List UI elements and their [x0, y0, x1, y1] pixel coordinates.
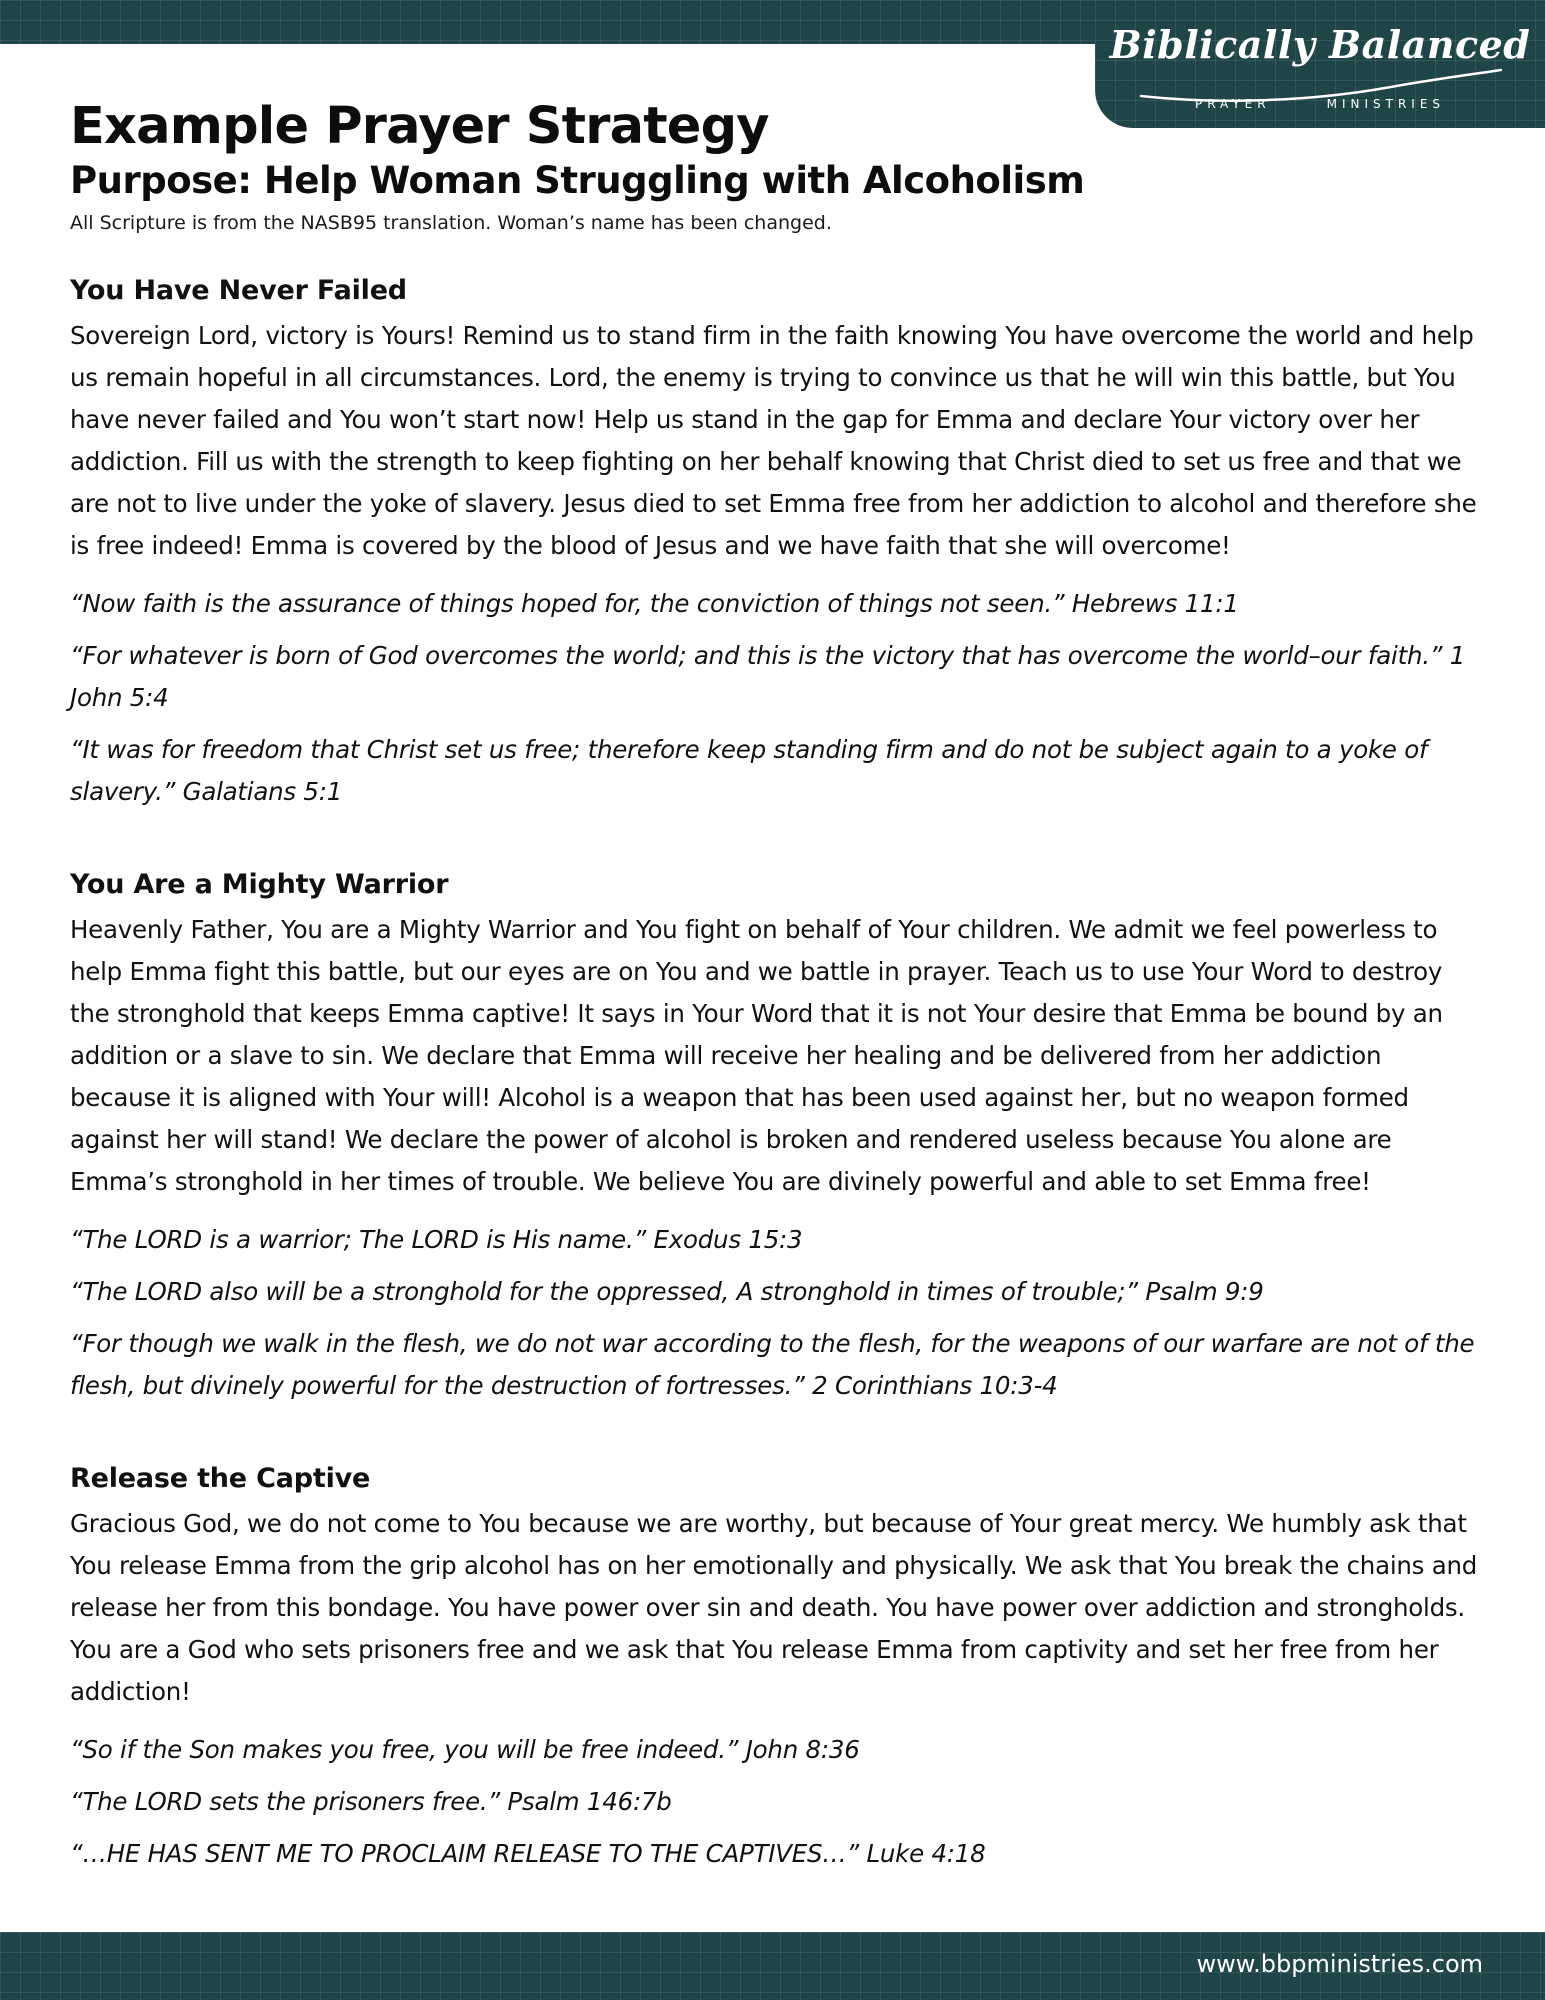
logo-sub-ministries: MINISTRIES [1326, 97, 1446, 111]
footer-band [0, 1932, 1545, 2000]
page-subtitle: Purpose: Help Woman Struggling with Alcoholism [70, 158, 1085, 202]
scripture-list [70, 583, 1480, 813]
scripture-quote: “So if the Son makes you free, you will be free indeed.” John 8:36 [70, 1735, 860, 1764]
scripture-quote: “The LORD is a warrior; The LORD is His name.” Exodus 15:3 [70, 1224, 803, 1254]
scripture-quote: “The LORD also will be a stronghold for the oppressed, A stronghold in times of trouble;” Psalm 9:9 [70, 1276, 1264, 1306]
page-title: Example Prayer Strategy [70, 97, 769, 156]
section-release-captive [70, 1461, 1480, 1875]
scripture-quote: “For though we walk in the flesh, we do not war according to the flesh, for the weapons of our warfare are not of the flesh, but divinely powerful for the destruction of fortresses.” 2 Corinthians 10:3-4 [70, 1328, 1475, 1400]
logo-sub-prayer: PRAYER [1194, 97, 1271, 111]
section-heading: You Are a Mighty Warrior [70, 868, 449, 900]
scripture-list [70, 1729, 1480, 1875]
prayer-text: Sovereign Lord, victory is Yours! Remind us to stand firm in the faith knowing You have overcome the world and help us remain hopeful in all circumstances. Lord, the enemy is trying to convince us that he will win this battle, but You have never failed and You won’t start now! Help us stand in the gap for Emma and declare Your victory over her addiction. Fill us with the strength to keep fighting on her behalf knowing that Christ died to set us free and that we are not to live under the yoke of slavery. Jesus died to set Emma free from her addiction to alcohol and therefore she is free indeed! Emma is covered by the blood of Jesus and we have faith that she will overcome! [70, 320, 1477, 560]
website-link[interactable]: www.bbpministries.com [1196, 1950, 1483, 1978]
section-heading: Release the Captive [70, 1462, 371, 1494]
scripture-quote: “Now faith is the assurance of things hoped for, the conviction of things not seen.” Hebrews 11:1 [70, 588, 1239, 618]
scripture-quote: “The LORD sets the prisoners free.” Psalm 146:7b [70, 1787, 672, 1816]
section-mighty-warrior [70, 867, 1480, 1407]
scripture-quote: “For whatever is born of God overcomes the world; and this is the victory that has overcome the world–our faith.” 1 John 5:4 [70, 640, 1466, 712]
prayer-text: Gracious God, we do not come to You because we are worthy, but because of Your great mercy. We humbly ask that You release Emma from the grip alcohol has on her emotionally and physically. We ask that You break the chains and release her from this bondage. You have power over sin and death. You have power over addiction and strongholds. You are a God who sets prisoners free and we ask that You release Emma from captivity and set her free from her addiction! [70, 1509, 1478, 1706]
translation-note: All Scripture is from the NASB95 translation. Woman’s name has been changed. [70, 212, 832, 235]
scripture-list [70, 1219, 1480, 1407]
document-body [70, 98, 1480, 1875]
section-never-failed [70, 273, 1480, 813]
logo-wordmark: Biblically Balanced [1109, 22, 1531, 67]
prayer-text: Heavenly Father, You are a Mighty Warrior and You fight on behalf of Your children. We admit we feel powerless to help Emma fight this battle, but our eyes are on You and we battle in prayer. Teach us to use Your Word to destroy the stronghold that keeps Emma captive! It says in Your Word that it is not Your desire that Emma be bound by an addition or a slave to sin. We declare that Emma will receive her healing and be delivered from her addiction because it is aligned with Your will! Alcohol is a weapon that has been used against her, but no weapon formed against her will stand! We declare the power of alcohol is broken and rendered useless because You alone are Emma’s stronghold in her times of trouble. We believe You are divinely powerful and able to set Emma free! [70, 914, 1443, 1196]
section-heading: You Have Never Failed [70, 274, 407, 306]
scripture-quote: “It was for freedom that Christ set us free; therefore keep standing firm and do not be subject again to a yoke of slavery.” Galatians 5:1 [70, 734, 1428, 806]
scripture-quote: “…HE HAS SENT ME TO PROCLAIM RELEASE TO THE CAPTIVES…” Luke 4:18 [70, 1839, 986, 1868]
